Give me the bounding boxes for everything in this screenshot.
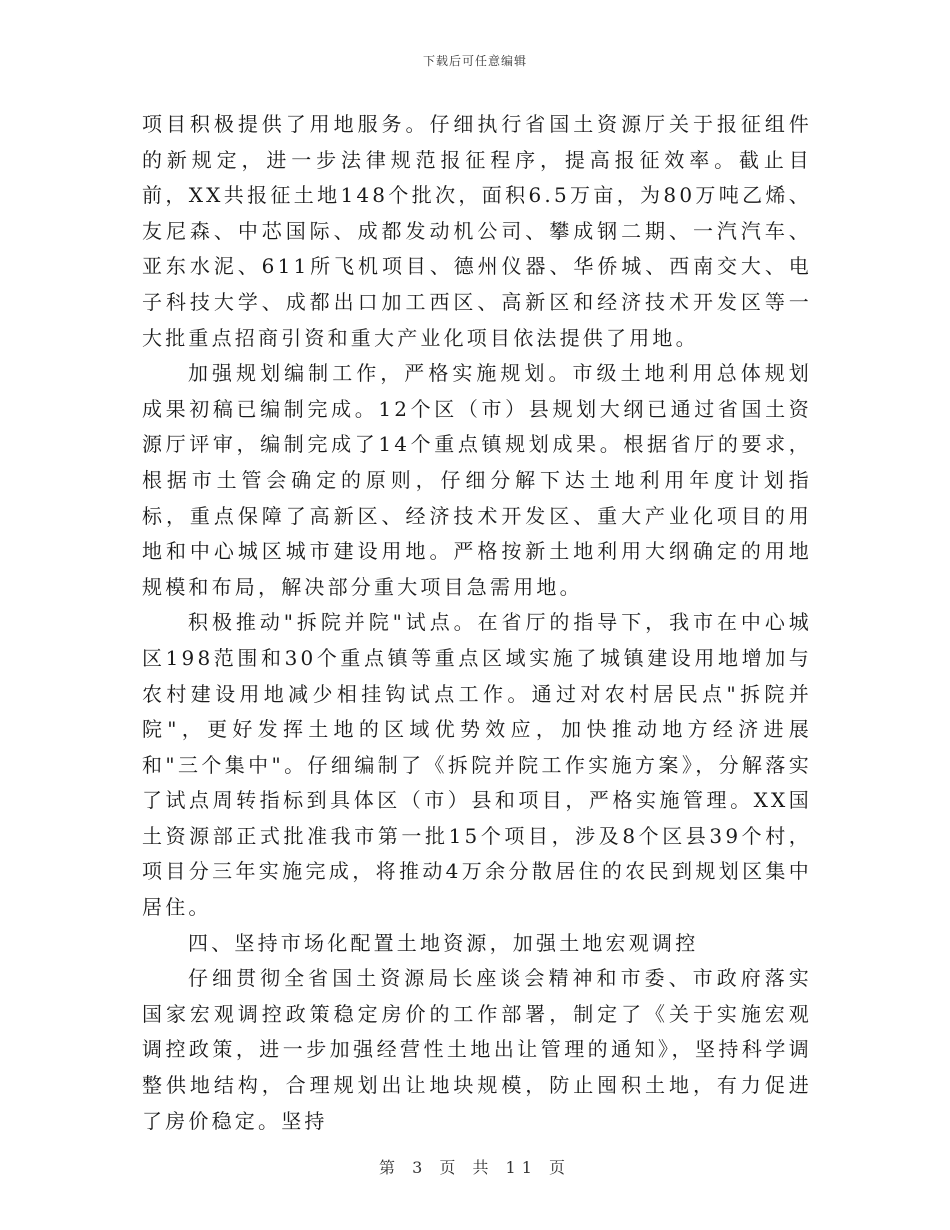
page-footer: 第 3 页 共 11 页 — [379, 1158, 571, 1177]
paragraph-planning: 加强规划编制工作，严格实施规划。市级土地利用总体规划成果初稿已编制完成。12个区（市）县规划大纲已通过省国土资源厅评审，编制完成了14个重点镇规划成果。根据省厅的要求，根据市土管会确定的原则，仔细分解下达土地利用年度计划指标，重点保障了高新区、经济技术开发区、重大产业化项目的用地和中心城区城市建设用地。严格按新土地利用大纲确定的用地规模和布局，解决部分重大项目急需用地。 — [142, 361, 812, 599]
paragraph-macro-control: 仔细贯彻全省国土资源局长座谈会精神和市委、市政府落实国家宏观调控政策稳定房价的工作部署，制定了《关于实施宏观调控政策，进一步加强经营性土地出让管理的通知》，坚持科学调整供地结构，合理规划出让地块规模，防止囤积土地，有力促进了房价稳定。坚持 — [142, 966, 812, 1133]
section-heading-four: 四、坚持市场化配置土地资源，加强土地宏观调控 — [188, 930, 699, 955]
document-body — [142, 107, 812, 1139]
paragraph-pilot: 积极推动"拆院并院"试点。在省厅的指导下，我市在中心城区198范围和30个重点镇等重点区域实施了城镇建设用地增加与农村建设用地减少相挂钩试点工作。通过对农村居民点"拆院并院"，更好发挥土地的区域优势效应，加快推动地方经济进展和"三个集中"。仔细编制了《拆院并院工作实施方案》，分解落实了试点周转指标到具体区（市）县和项目，严格实施管理。XX国土资源部正式批准我市第一批15个项目，涉及8个区县39个村，项目分三年实施完成，将推动4万余分散居住的农民到规划区集中居住。 — [142, 610, 812, 920]
header-note: 下载后可任意编辑 — [422, 54, 527, 68]
paragraph-land-service: 项目积极提供了用地服务。仔细执行省国土资源厅关于报征组件的新规定，进一步法律规范报征程序，提高报征效率。截止目前，XX共报征土地148个批次，面积6.5万亩，为80万吨乙烯、友尼森、中芯国际、成都发动机公司、攀成钢二期、一汽汽车、亚东水泥、611所飞机项目、德州仪器、华侨城、西南交大、电子科技大学、成都出口加工西区、高新区和经济技术开发区等一大批重点招商引资和重大产业化项目依法提供了用地。 — [142, 112, 812, 350]
